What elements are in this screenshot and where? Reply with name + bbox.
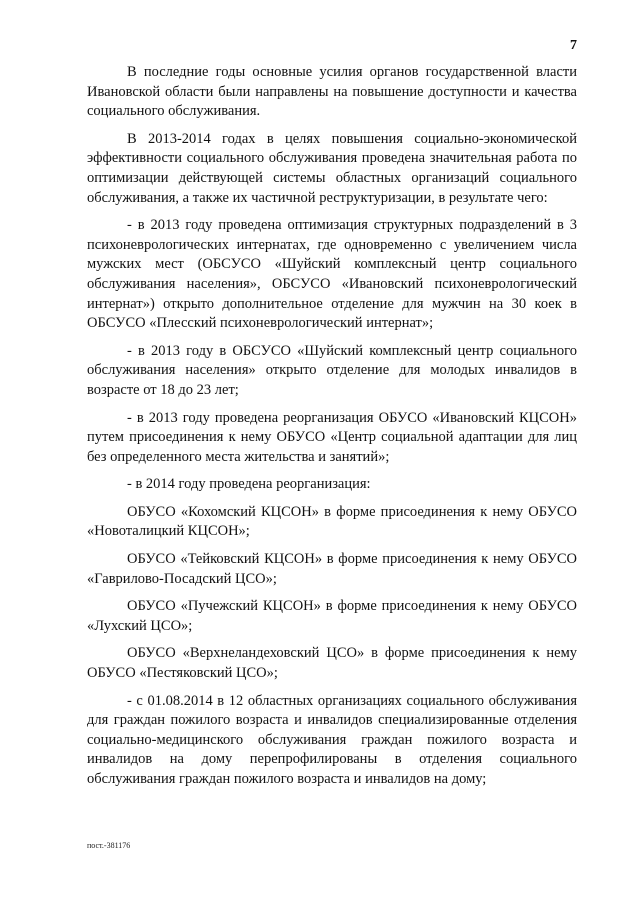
paragraph-item-young-disabled: - в 2013 году в ОБСУСО «Шуйский комплексный центр социального обслуживания населения» открыто отделение для молодых инвалидов в возрасте от 18 до 23 лет; bbox=[87, 342, 577, 398]
paragraph-verkhnelandekhovsky: ОБУСО «Верхнеландеховский ЦСО» в форме присоединения к нему ОБУСО «Пестяковский ЦСО»; bbox=[87, 645, 577, 682]
paragraph-teikovsky: ОБУСО «Тейковский КЦСОН» в форме присоединения к нему ОБУСО «Гаврилово-Посадский ЦСО»; bbox=[87, 551, 577, 587]
document-footer-code: пост.-381176 bbox=[87, 841, 131, 850]
paragraph-2013-2014: В 2013-2014 годах в целях повышения социально-экономической эффективности социального обслуживания проведена значительная работа по оптимизации действующей системы областных организаций социального обслуживания, а также их частичной реструктуризации, в результате чего: bbox=[87, 130, 577, 206]
paragraph-puchezhsky: ОБУСО «Пучежский КЦСОН» в форме присоединения к нему ОБУСО «Лухский ЦСО»; bbox=[87, 598, 577, 634]
paragraph-item-reprofiling: - с 01.08.2014 в 12 областных организациях социального обслуживания для граждан пожилого возраста и инвалидов специализированные отделения социально-медицинского обслуживания граждан пожилого возраста и инвалидов на дому перепрофилированы в отделения социального обслуживания граждан пожилого возраста и инвалидов на дому; bbox=[87, 692, 577, 787]
paragraph-intro: В последние годы основные усилия органов государственной власти Ивановской области были направлены на повышение доступности и качества социального обслуживания. bbox=[87, 64, 577, 120]
page-number: 7 bbox=[570, 38, 577, 53]
paragraph-item-reorganization-2014: - в 2014 году проведена реорганизация: bbox=[127, 476, 371, 493]
paragraph-kokhomsky: ОБУСО «Кохомский КЦСОН» в форме присоединения к нему ОБУСО «Новоталицкий КЦСОН»; bbox=[87, 503, 577, 540]
paragraph-item-reorganization-2013: - в 2013 году проведена реорганизация ОБУСО «Ивановский КЦСОН» путем присоединения к нему ОБУСО «Центр социальной адаптации для лиц без определенного места жительства и занятий»; bbox=[87, 409, 577, 465]
document-body bbox=[87, 63, 577, 790]
paragraph-item-optimization: - в 2013 году проведена оптимизация структурных подразделений в 3 психоневрологических интернатах, где одновременно с увеличением числа мужских мест (ОБСУСО «Шуйский комплексный центр социального обслуживания населения», ОБСУСО «Ивановский психоневрологический интернат») открыто дополнительное отделение для мужчин на 30 коек в ОБСУСО «Плесский психоневрологический интернат»; bbox=[87, 217, 577, 332]
